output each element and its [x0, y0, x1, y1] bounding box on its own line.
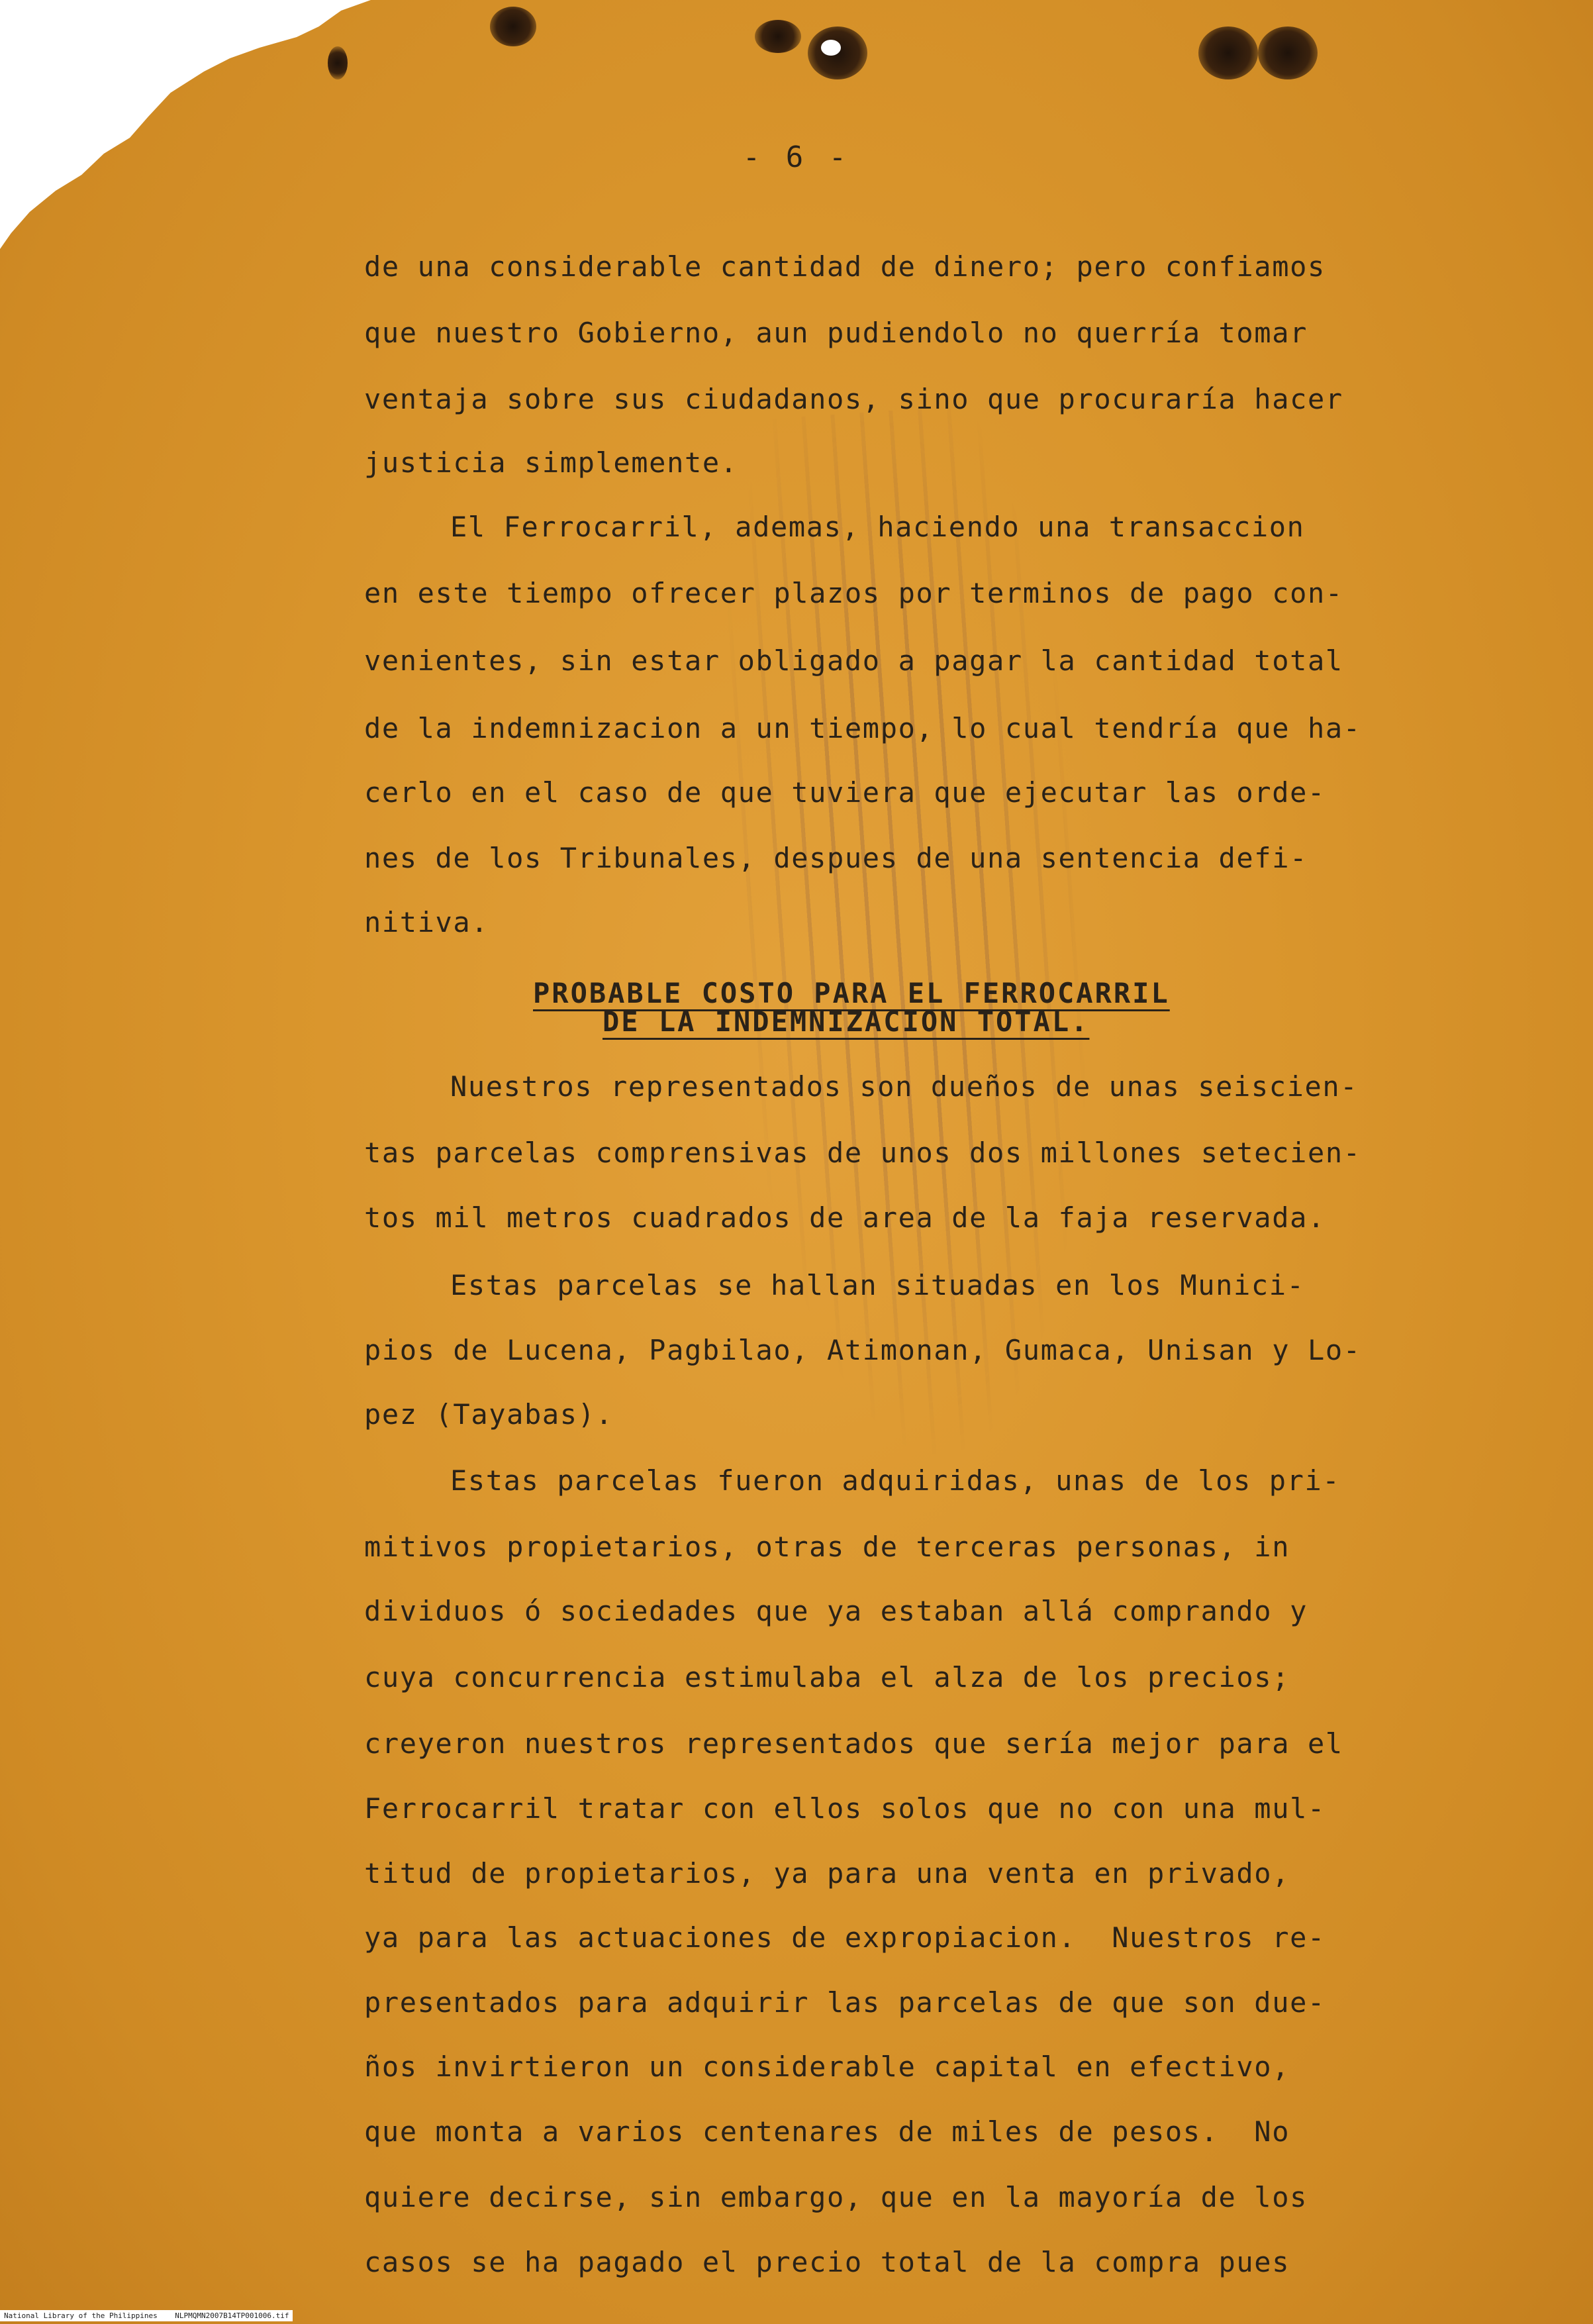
text-line: Estas parcelas se hallan situadas en los Munici-: [450, 1269, 1305, 1301]
page-number: - 6 -: [742, 140, 851, 174]
text-line: de una considerable cantidad de dinero; pero confiamos: [364, 250, 1326, 283]
text-line: mitivos propietarios, otras de terceras personas, in: [364, 1531, 1290, 1563]
text-line: pios de Lucena, Pagbilao, Atimonan, Gumaca, Unisan y Lo-: [364, 1334, 1361, 1366]
text-line: cerlo en el caso de que tuviera que ejecutar las orde-: [364, 776, 1326, 809]
burn-mark: [1258, 26, 1318, 79]
text-line: creyeron nuestros representados que sería mejor para el: [364, 1727, 1343, 1760]
text-line: en este tiempo ofrecer plazos por terminos de pago con-: [364, 577, 1343, 609]
burn-mark: [490, 7, 536, 46]
archive-footer: National Library of the Philippines NLPMQMN2007B14TP001006.tif: [0, 2310, 293, 2321]
text-line: quiere decirse, sin embargo, que en la mayoría de los: [364, 2181, 1308, 2213]
text-line: dividuos ó sociedades que ya estaban allá comprando y: [364, 1595, 1308, 1627]
torn-corner: [0, 0, 371, 265]
text-line: ños invirtieron un considerable capital en efectivo,: [364, 2050, 1290, 2083]
text-line: titud de propietarios, ya para una venta en privado,: [364, 1857, 1290, 1890]
text-line: nitiva.: [364, 906, 489, 938]
text-line: ya para las actuaciones de expropiacion. Nuestros re-: [364, 1921, 1326, 1954]
paper-hole: [821, 40, 841, 56]
text-line: Estas parcelas fueron adquiridas, unas de los pri-: [450, 1464, 1341, 1497]
text-line: El Ferrocarril, ademas, haciendo una transaccion: [450, 511, 1305, 543]
text-line: presentados para adquirir las parcelas de que son due-: [364, 1986, 1326, 2019]
text-line: cuya concurrencia estimulaba el alza de los precios;: [364, 1661, 1290, 1693]
text-line: tas parcelas comprensivas de unos dos millones setecien-: [364, 1137, 1361, 1169]
burn-mark: [1198, 26, 1258, 79]
text-line: Ferrocarril tratar con ellos solos que no con una mul-: [364, 1792, 1326, 1825]
faded-stamp: [685, 399, 1129, 1482]
text-line: de la indemnizacion a un tiempo, lo cual tendría que ha-: [364, 712, 1361, 744]
text-line: pez (Tayabas).: [364, 1398, 614, 1431]
text-line: justicia simplemente.: [364, 446, 738, 479]
section-heading: DE LA INDEMNIZACION TOTAL.: [603, 1005, 1090, 1038]
section-heading: PROBABLE COSTO PARA EL FERROCARRIL: [533, 977, 1170, 1009]
text-line: Nuestros representados son dueños de unas seiscien-: [450, 1070, 1359, 1103]
text-line: casos se ha pagado el precio total de la compra pues: [364, 2246, 1290, 2278]
text-line: ventaja sobre sus ciudadanos, sino que procuraría hacer: [364, 383, 1343, 415]
text-line: que nuestro Gobierno, aun pudiendolo no querría tomar: [364, 317, 1308, 349]
text-line: que monta a varios centenares de miles de pesos. No: [364, 2115, 1290, 2148]
burn-mark: [328, 46, 348, 79]
text-line: nes de los Tribunales, despues de una sentencia defi-: [364, 842, 1308, 874]
burn-mark: [755, 20, 801, 53]
text-line: tos mil metros cuadrados de area de la faja reservada.: [364, 1201, 1326, 1234]
text-line: venientes, sin estar obligado a pagar la cantidad total: [364, 644, 1343, 677]
